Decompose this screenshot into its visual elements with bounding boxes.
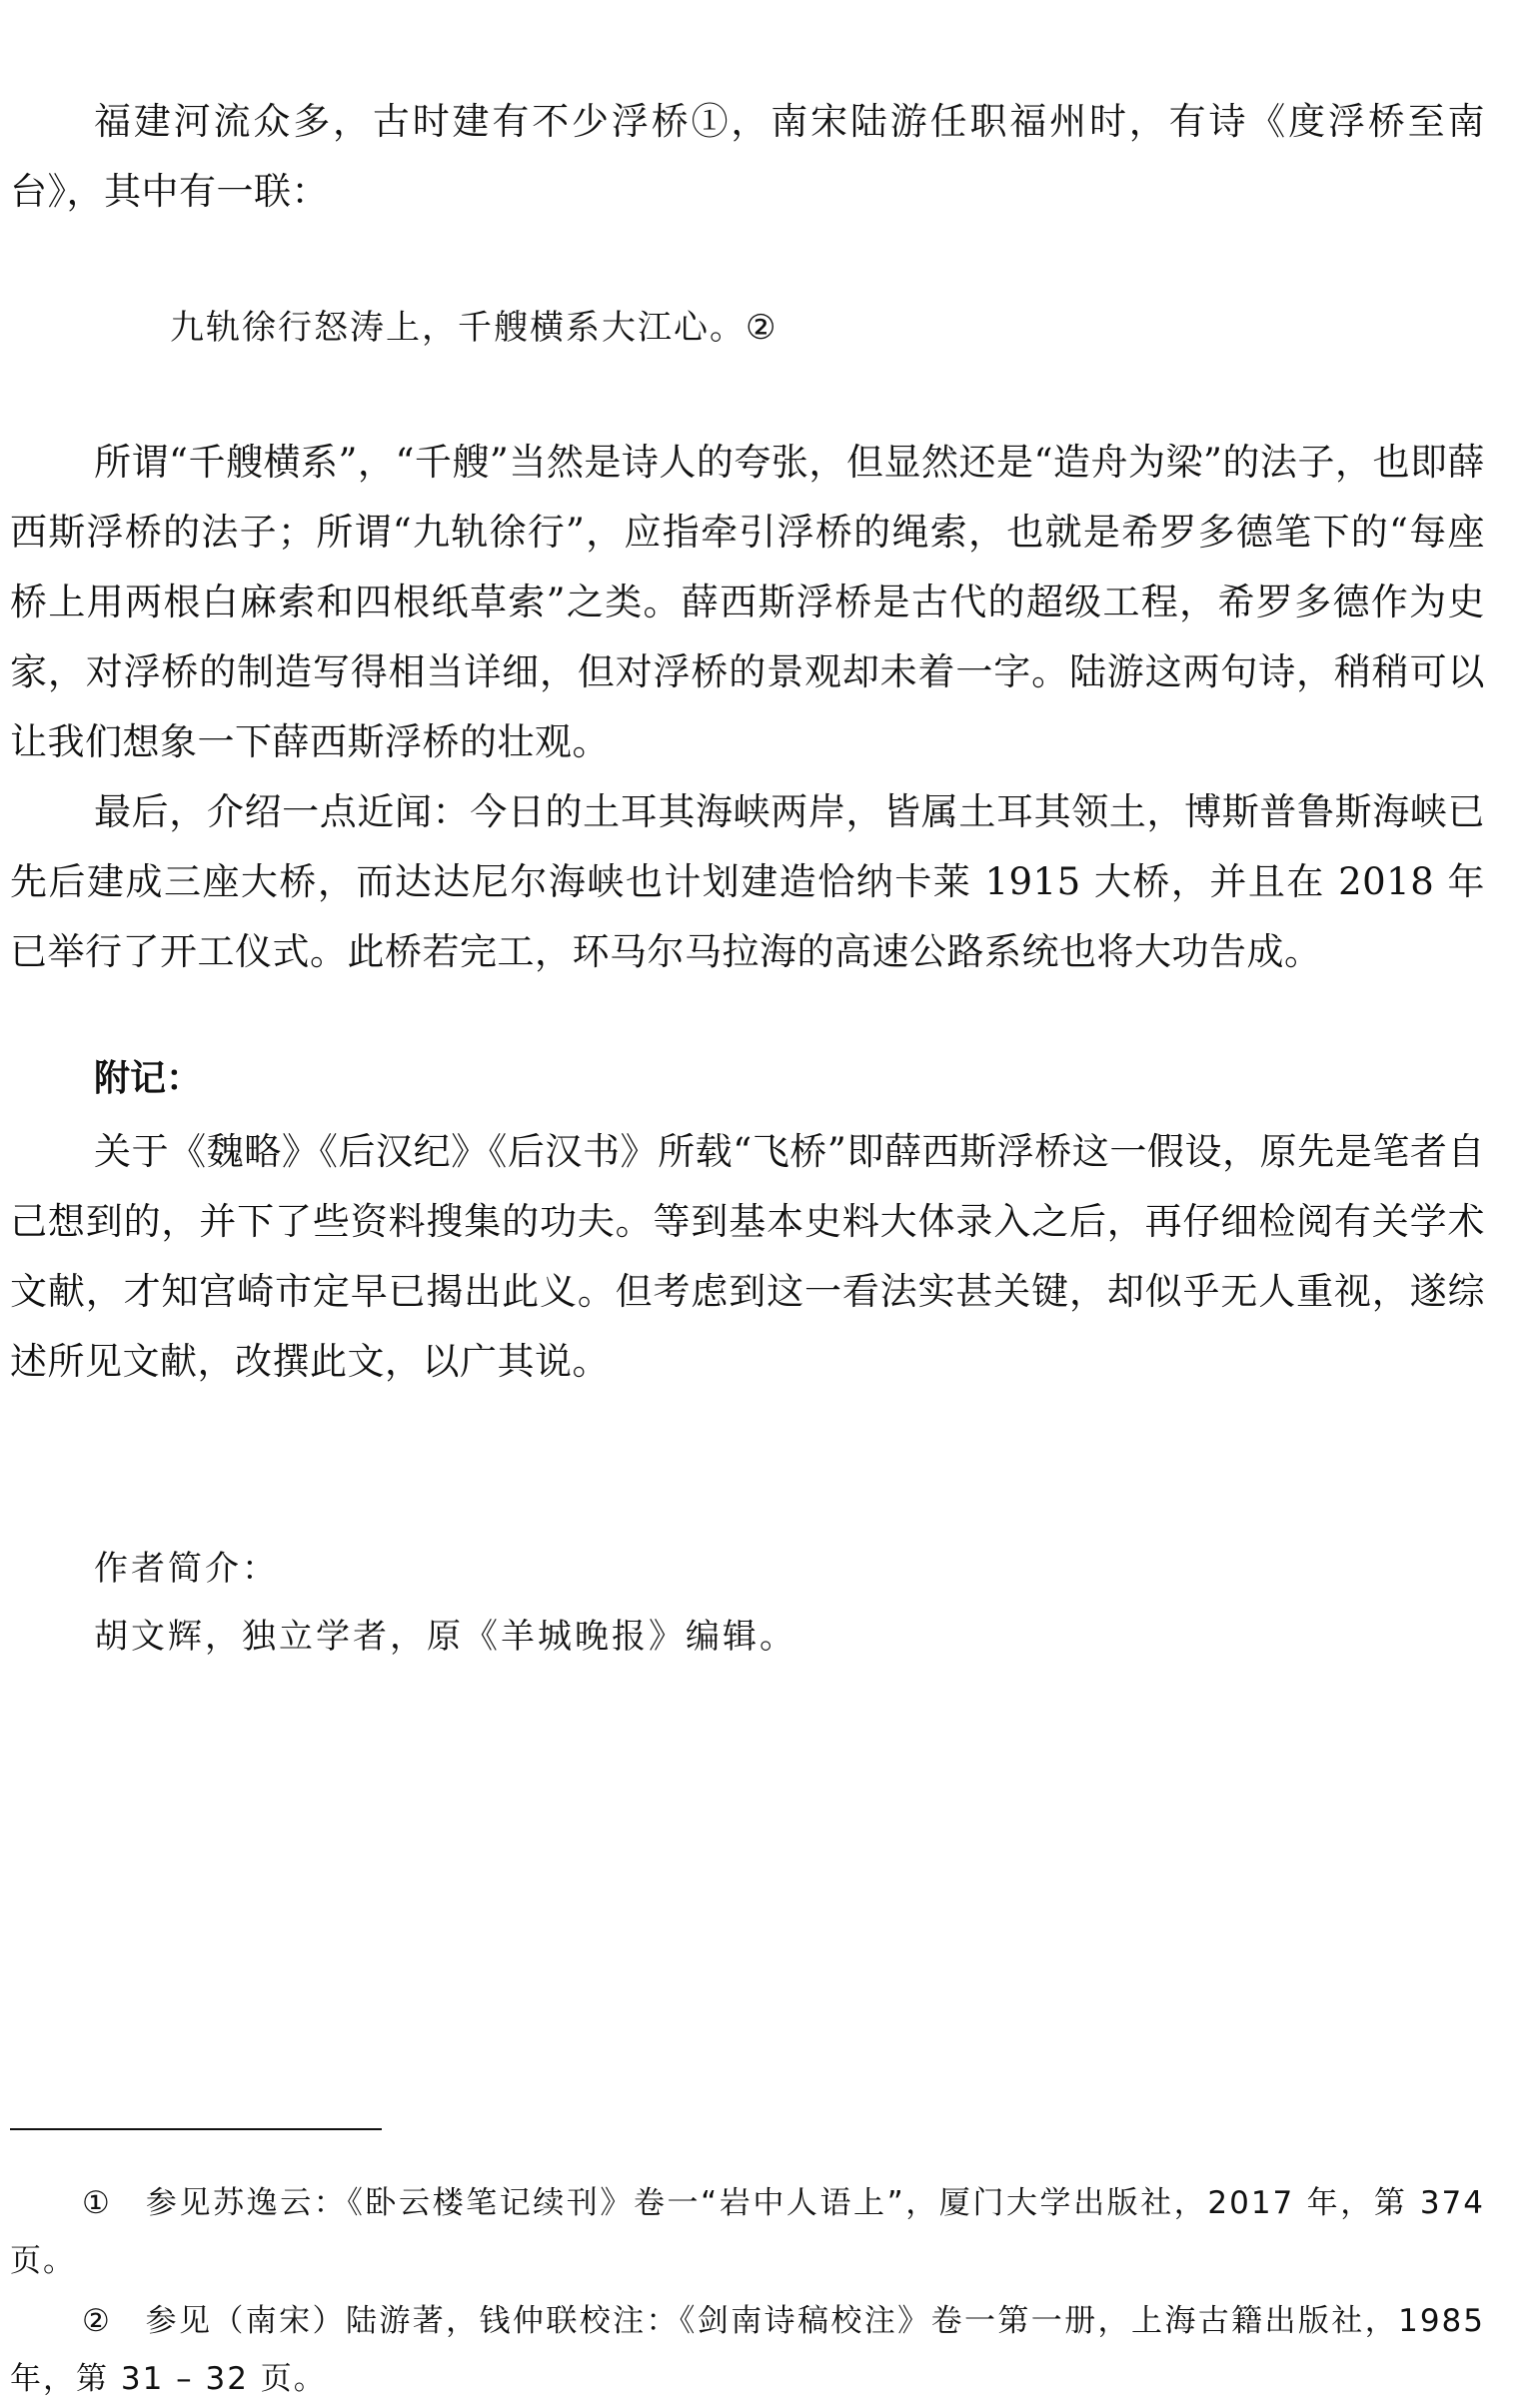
- poem-quote: 九轨徐行怒涛上，千艘横系大江心。②: [170, 308, 778, 348]
- author-bio: 胡文辉，独立学者，原《羊城晚报》编辑。: [94, 1617, 796, 1657]
- appendix-paragraph: 关于《魏略》《后汉纪》《后汉书》所载“飞桥”即薛西斯浮桥这一假设，原先是笔者自己想到的，并下了些资料搜集的功夫。等到基本史料大体录入之后，再仔细检阅有关学术文献，才知宫崎市定早已揭出此义。但考虑到这一看法实甚关键，却似乎无人重视，遂综述所见文献，改撰此文，以广其说。: [10, 1130, 1485, 1383]
- author-label: 作者简介：: [94, 1549, 279, 1589]
- footnote-1: ① 参见苏逸云：《卧云楼笔记续刊》卷一“岩中人语上”，厦门大学出版社，2017 年，第 374 页。: [10, 2185, 1485, 2279]
- footnote-divider: [10, 2128, 382, 2130]
- appendix-heading: 附记：: [94, 1058, 203, 1099]
- paragraph-fujian-bridges: 福建河流众多，古时建有不少浮桥①，南宋陆游任职福州时，有诗《度浮桥至南台》，其中有一联：: [10, 100, 1485, 213]
- paragraph-recent-news: 最后，介绍一点近闻：今日的土耳其海峡两岸，皆属土耳其领土，博斯普鲁斯海峡已先后建成三座大桥，而达达尼尔海峡也计划建造恰纳卡莱 1915 大桥，并且在 2018 年已举行了开工仪式。此桥若完工，环马尔马拉海的高速公路系统也将大功告成。: [10, 790, 1485, 973]
- paragraph-xerxes-bridge: 所谓“千艘横系”，“千艘”当然是诗人的夸张，但显然还是“造舟为梁”的法子，也即薛西斯浮桥的法子；所谓“九轨徐行”，应指牵引浮桥的绳索，也就是希罗多德笔下的“每座桥上用两根白麻索和四根纸草索”之类。薛西斯浮桥是古代的超级工程，希罗多德作为史家，对浮桥的制造写得相当详细，但对浮桥的景观却未着一字。陆游这两句诗，稍稍可以让我们想象一下薛西斯浮桥的壮观。: [10, 441, 1485, 763]
- footnote-2: ② 参见（南宋）陆游著，钱仲联校注：《剑南诗稿校注》卷一第一册，上海古籍出版社，1985 年，第 31 – 32 页。: [10, 2303, 1485, 2397]
